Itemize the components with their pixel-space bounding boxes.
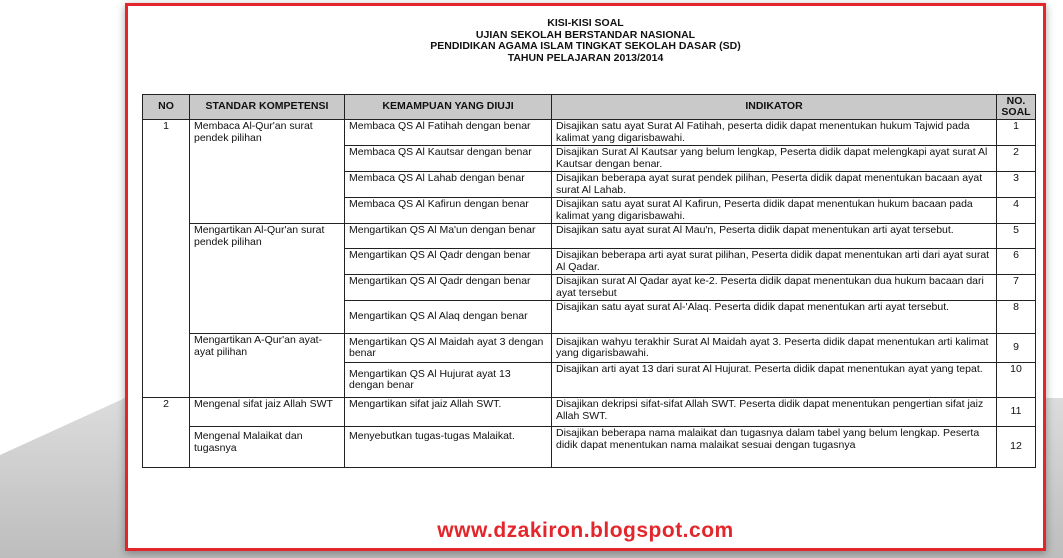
header-no: NO bbox=[143, 95, 190, 120]
table-row bbox=[143, 120, 1036, 146]
kemampuan-cell: Membaca QS Al Kautsar dengan benar bbox=[345, 146, 552, 172]
no-soal-cell: 5 bbox=[997, 224, 1036, 249]
header-no-soal bbox=[997, 95, 1036, 120]
kemampuan-cell: Mengartikan QS Al Qadr dengan benar bbox=[345, 275, 552, 301]
kemampuan-cell: Mengartikan QS Al Alaq dengan benar bbox=[345, 301, 552, 334]
indikator-cell: Disajikan dekripsi sifat-sifat Allah SWT. Peserta didik dapat menentukan pengertian sifat jaiz Allah SWT. bbox=[552, 398, 997, 427]
no-soal-cell: 8 bbox=[997, 301, 1036, 334]
header-no-soal-line2: SOAL bbox=[1001, 106, 1031, 118]
kemampuan-cell: Mengartikan QS Al Maidah ayat 3 dengan benar bbox=[345, 334, 552, 363]
blog-url-watermark: www.dzakiron.blogspot.com bbox=[437, 519, 734, 542]
indikator-cell: Disajikan satu ayat surat Al Kafirun, Peserta didik dapat menentukan hukum bacaan pada kalimat yang digarisbawahi. bbox=[552, 198, 997, 224]
no-soal-cell: 10 bbox=[997, 363, 1036, 398]
kemampuan-cell: Mengartikan sifat jaiz Allah SWT. bbox=[345, 398, 552, 427]
kemampuan-cell: Menyebutkan tugas-tugas Malaikat. bbox=[345, 427, 552, 468]
no-soal-cell: 9 bbox=[997, 334, 1036, 363]
table-header-row bbox=[143, 95, 1036, 120]
header-no-soal-line1: NO. bbox=[1006, 94, 1026, 107]
header-standar-kompetensi: STANDAR KOMPETENSI bbox=[190, 95, 345, 120]
kemampuan-cell: Mengartikan QS Al Qadr dengan benar bbox=[345, 249, 552, 275]
no-soal-cell: 4 bbox=[997, 198, 1036, 224]
no-soal-cell: 3 bbox=[997, 172, 1036, 198]
standar-kompetensi-cell: Mengenal sifat jaiz Allah SWT bbox=[190, 398, 345, 427]
indikator-cell: Disajikan arti ayat 13 dari surat Al Hujurat. Peserta didik dapat menentukan ayat yang tepat. bbox=[552, 363, 997, 398]
kemampuan-cell: Membaca QS Al Lahab dengan benar bbox=[345, 172, 552, 198]
no-soal-cell: 11 bbox=[997, 398, 1036, 427]
title-line-2: UJIAN SEKOLAH BERSTANDAR NASIONAL bbox=[475, 28, 696, 41]
indikator-cell: Disajikan satu ayat surat Al-'Alaq. Peserta didik dapat menentukan arti ayat tersebut. bbox=[552, 301, 997, 334]
indikator-cell: Disajikan wahyu terakhir Surat Al Maidah ayat 3. Peserta didik dapat menentukan arti kalimat yang digarisbawahi. bbox=[552, 334, 997, 363]
kemampuan-cell: Membaca QS Al Kafirun dengan benar bbox=[345, 198, 552, 224]
header-kemampuan: KEMAMPUAN YANG DIUJI bbox=[345, 95, 552, 120]
kisi-kisi-table bbox=[142, 94, 1036, 468]
indikator-cell: Disajikan Surat Al Kautsar yang belum lengkap, Peserta didik dapat melengkapi ayat surat Al Kautsar dengan benar. bbox=[552, 146, 997, 172]
title-line-4: TAHUN PELAJARAN 2013/2014 bbox=[507, 51, 664, 64]
header-indikator: INDIKATOR bbox=[552, 95, 997, 120]
indikator-cell: Disajikan beberapa nama malaikat dan tugasnya dalam tabel yang belum lengkap. Peserta didik dapat menentukan nama malaikat sesuai dengan tugasnya bbox=[552, 427, 997, 468]
title-line-1: KISI-KISI SOAL bbox=[547, 17, 624, 29]
row-number: 2 bbox=[143, 398, 190, 468]
standar-kompetensi-cell: Membaca Al-Qur'an surat pendek pilihan bbox=[190, 120, 345, 224]
table-row bbox=[143, 398, 1036, 427]
kemampuan-cell: Membaca QS Al Fatihah dengan benar bbox=[345, 120, 552, 146]
no-soal-cell: 12 bbox=[997, 427, 1036, 468]
indikator-cell: Disajikan satu ayat surat Al Mau'n, Peserta didik dapat menentukan arti ayat tersebut. bbox=[552, 224, 997, 249]
no-soal-cell: 6 bbox=[997, 249, 1036, 275]
standar-kompetensi-cell: Mengenal Malaikat dan tugasnya bbox=[190, 427, 345, 468]
standar-kompetensi-cell: Mengartikan Al-Qur'an surat pendek pilihan bbox=[190, 224, 345, 334]
indikator-cell: Disajikan surat Al Qadar ayat ke-2. Peserta didik dapat menentukan dua hukum bacaan dari ayat tersebut bbox=[552, 275, 997, 301]
table-row bbox=[143, 334, 1036, 363]
indikator-cell: Disajikan beberapa arti ayat surat pilihan, Peserta didik dapat menentukan arti dari ayat surat Al Qadar. bbox=[552, 249, 997, 275]
indikator-cell: Disajikan satu ayat Surat Al Fatihah, peserta didik dapat menentukan hukum Tajwid pada kalimat yang digarisbawahi. bbox=[552, 120, 997, 146]
indikator-cell: Disajikan beberapa ayat surat pendek pilihan, Peserta didik dapat menentukan bacaan ayat surat Al Lahab. bbox=[552, 172, 997, 198]
standar-kompetensi-cell: Mengartikan A-Qur'an ayat-ayat pilihan bbox=[190, 334, 345, 398]
kemampuan-cell: Mengartikan QS Al Ma'un dengan benar bbox=[345, 224, 552, 249]
no-soal-cell: 7 bbox=[997, 275, 1036, 301]
no-soal-cell: 2 bbox=[997, 146, 1036, 172]
row-number: 1 bbox=[143, 120, 190, 398]
table-row bbox=[143, 224, 1036, 249]
title-line-3: PENDIDIKAN AGAMA ISLAM TINGKAT SEKOLAH DASAR (SD) bbox=[430, 40, 741, 52]
document-sheet bbox=[125, 3, 1046, 551]
document-title bbox=[128, 18, 1043, 64]
no-soal-cell: 1 bbox=[997, 120, 1036, 146]
table-row bbox=[143, 427, 1036, 468]
kemampuan-cell: Mengartikan QS Al Hujurat ayat 13 dengan benar bbox=[345, 363, 552, 398]
